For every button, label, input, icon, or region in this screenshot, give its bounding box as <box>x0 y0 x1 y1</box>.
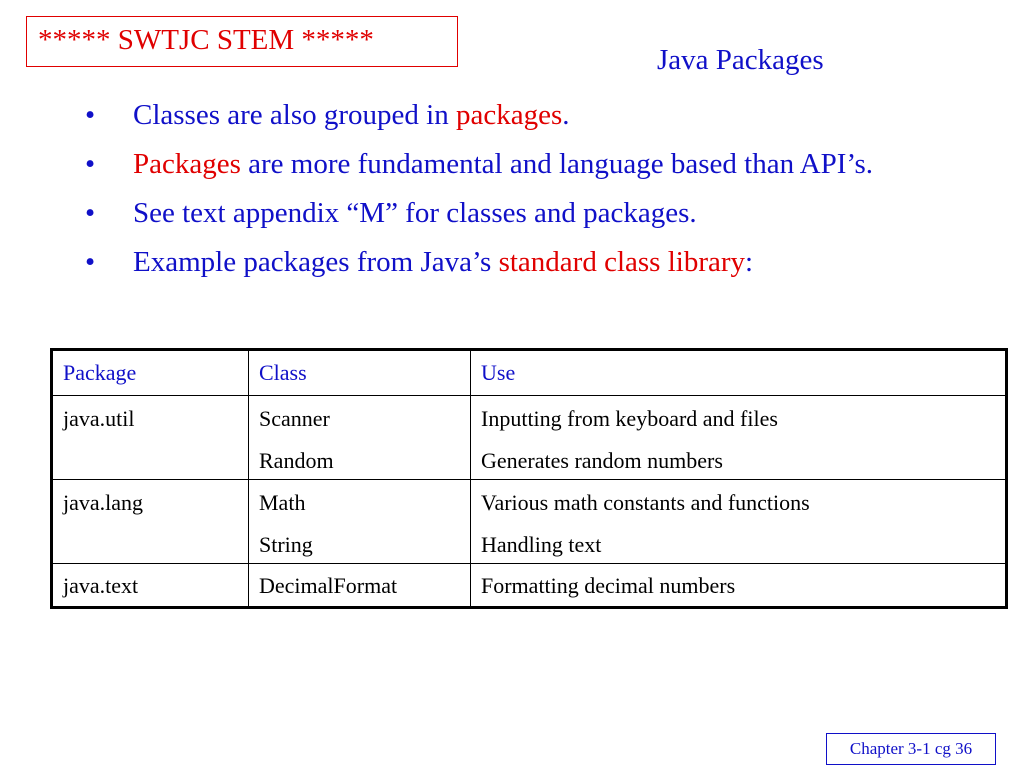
header-label: ***** SWTJC STEM ***** <box>38 24 374 56</box>
slide-title: Java Packages <box>657 44 824 76</box>
bullet-text: Example packages from Java’s <box>133 246 499 278</box>
column-header-package: Package <box>52 350 249 396</box>
bullet-highlight: Packages <box>133 148 241 180</box>
bullet-text: Classes are also grouped in <box>133 99 456 131</box>
class-name: String <box>259 532 313 557</box>
use-text: Formatting decimal numbers <box>481 573 736 598</box>
bullet-item <box>85 95 945 136</box>
package-cell <box>52 480 249 564</box>
bullet-marker: • <box>85 99 96 131</box>
bullet-item <box>85 193 945 234</box>
bullet-highlight: standard class library <box>498 246 746 278</box>
package-table <box>50 348 1008 609</box>
footer-label: Chapter 3-1 cg 36 <box>849 739 973 758</box>
bullet-text: See text appendix “M” for classes and packages. <box>133 197 697 229</box>
class-cell <box>249 480 471 564</box>
package-name: java.text <box>63 573 139 598</box>
class-cell <box>249 564 471 608</box>
use-text: Handling text <box>481 532 602 557</box>
class-name: Math <box>259 490 306 515</box>
table-row <box>52 396 1007 480</box>
class-name: Random <box>259 448 334 473</box>
package-name: java.util <box>63 406 135 431</box>
footer-page-label <box>826 733 996 765</box>
bullet-item <box>85 144 945 185</box>
table-row <box>52 564 1007 608</box>
package-cell <box>52 564 249 608</box>
use-cell <box>471 480 1007 564</box>
table-header-row <box>52 350 1007 396</box>
bullet-marker: • <box>85 197 96 229</box>
table-row <box>52 480 1007 564</box>
bullet-marker: • <box>85 246 96 278</box>
bullet-text: are more fundamental and language based than API’s. <box>240 148 874 180</box>
bullet-item <box>85 242 945 283</box>
bullet-highlight: packages <box>455 99 563 131</box>
class-cell <box>249 396 471 480</box>
column-header-use: Use <box>471 350 1007 396</box>
use-text: Various math constants and functions <box>481 490 810 515</box>
use-cell <box>471 396 1007 480</box>
column-header-class: Class <box>249 350 471 396</box>
package-name: java.lang <box>63 490 144 515</box>
class-name: Scanner <box>259 406 330 431</box>
use-cell <box>471 564 1007 608</box>
class-name: DecimalFormat <box>259 573 398 598</box>
use-text: Generates random numbers <box>481 448 723 473</box>
package-cell <box>52 396 249 480</box>
bullet-list <box>85 95 945 291</box>
bullet-text: : <box>745 246 754 278</box>
use-text: Inputting from keyboard and files <box>481 406 778 431</box>
bullet-marker: • <box>85 148 96 180</box>
header-label-box <box>26 16 458 67</box>
bullet-text: . <box>562 99 570 131</box>
